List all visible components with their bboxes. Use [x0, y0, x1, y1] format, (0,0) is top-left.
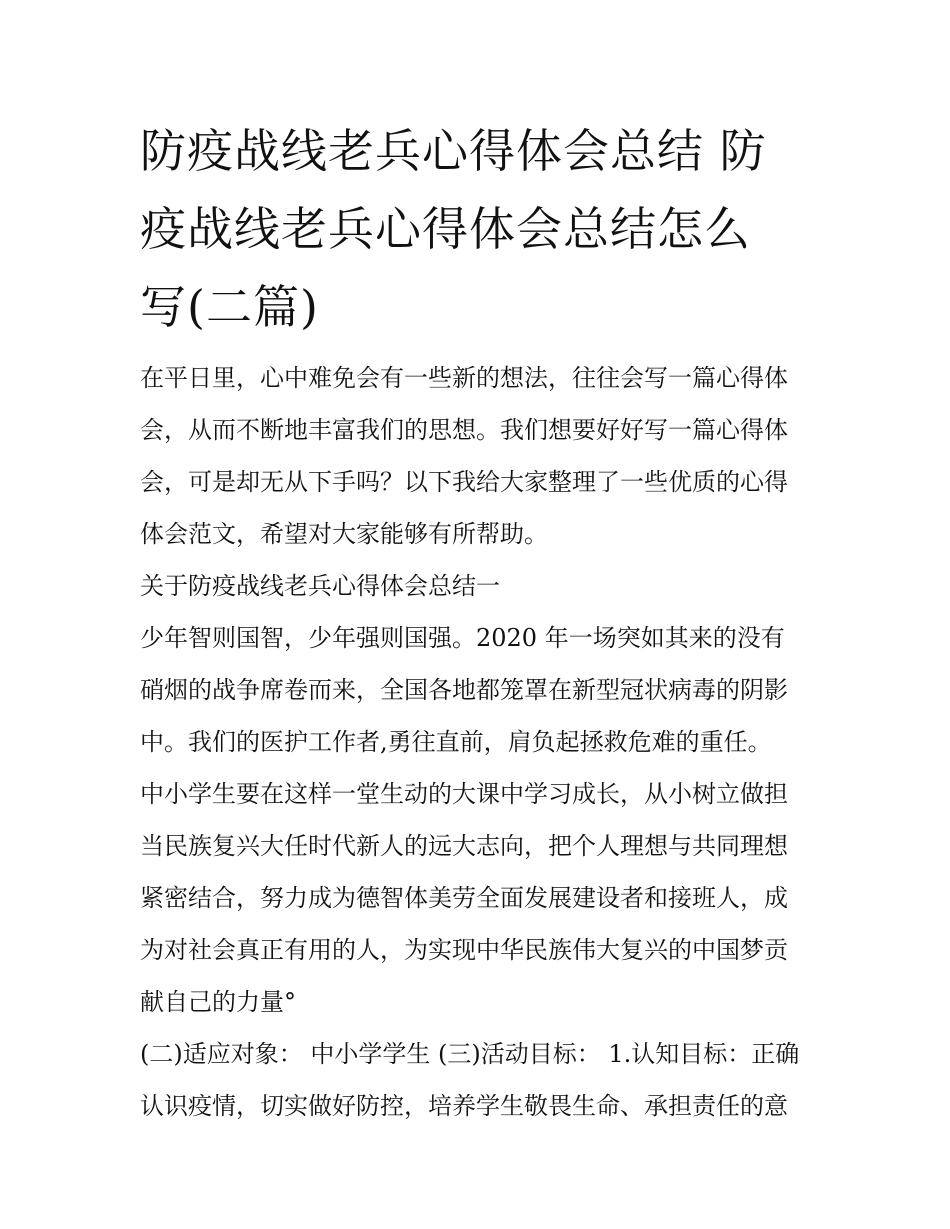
body-line: 为对社会真正有用的人，为实现中华民族伟大复兴的中国梦贡 [140, 936, 788, 964]
body-line: 紧密结合，努力成为德智体美劳全面发展建设者和接班人，成 [140, 884, 788, 912]
body-line: 硝烟的战争席卷而来，全国各地都笼罩在新型冠状病毒的阴影 [140, 676, 788, 704]
body-line: 会，从而不断地丰富我们的思想。我们想要好好写一篇心得体 [140, 416, 788, 444]
title-line: 写(二篇) [140, 280, 319, 334]
document-title [140, 112, 820, 346]
document-body [140, 352, 820, 1132]
body-line: (二)适应对象： 中小学学生 (三)活动目标： 1.认知目标：正确 [140, 1040, 800, 1068]
title-line: 疫战线老兵心得体会总结怎么 [140, 202, 751, 256]
section-heading: 关于防疫战线老兵心得体会总结一 [140, 572, 500, 600]
body-line: 认识疫情，切实做好防控，培养学生敬畏生命、承担责任的意 [140, 1092, 788, 1120]
body-line: 中小学生要在这样一堂生动的大课中学习成长，从小树立做担 [140, 780, 788, 808]
body-line: 在平日里，心中难免会有一些新的想法，往往会写一篇心得体 [140, 364, 788, 392]
body-line: 会，可是却无从下手吗？以下我给大家整理了一些优质的心得 [140, 468, 788, 496]
title-line: 防疫战线老兵心得体会总结 防 [140, 124, 767, 178]
body-line: 当民族复兴大任时代新人的远大志向，把个人理想与共同理想 [140, 832, 788, 860]
body-line: 中。我们的医护工作者,勇往直前，肩负起拯救危难的重任。 [140, 728, 772, 756]
body-line: 少年智则国智，少年强则国强。2020 年一场突如其来的没有 [140, 624, 785, 652]
body-line: 献自己的力量° [140, 988, 296, 1016]
body-line: 体会范文，希望对大家能够有所帮助。 [140, 520, 548, 548]
